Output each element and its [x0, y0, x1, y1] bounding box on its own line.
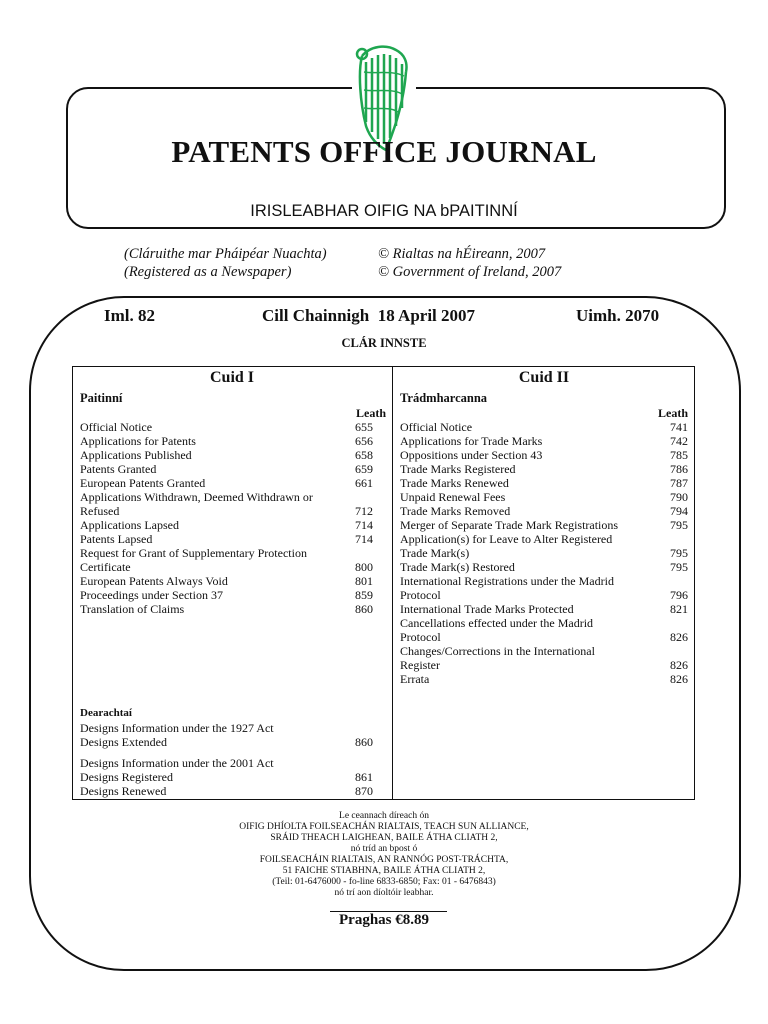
toc-entry-page: 795 [670, 518, 688, 532]
toc-row [80, 448, 380, 462]
toc-entry-label: European Patents Always Void [80, 574, 228, 588]
part2-page-label: Leath [658, 406, 688, 420]
footer-line: FOILSEACHÁIN RIALTAIS, AN RANNÓG POST-TRÁCHTA, [259, 855, 509, 865]
toc-entry-label: Official Notice [80, 420, 153, 434]
toc-row [80, 490, 380, 504]
part2-list [400, 420, 690, 686]
toc-entry-label: Applications for Trade Marks [400, 434, 543, 448]
toc-entry-label: Application(s) for Leave to Alter Registered [400, 532, 613, 546]
toc-row [400, 490, 690, 504]
footer-line: 51 FAICHE STIABHNA, BAILE ÁTHA CLIATH 2, [282, 866, 486, 876]
toc-entry-page: 826 [670, 658, 688, 672]
registration-irish: (Cláruithe mar Pháipéar Nuachta) [124, 246, 327, 262]
toc-row [400, 602, 690, 616]
toc-row [400, 574, 690, 588]
toc-row [80, 588, 380, 602]
toc-entry-page: 712 [355, 504, 373, 518]
designs-2001-heading: Designs Information under the 2001 Act [80, 756, 274, 770]
issue-place-date: Cill Chainnigh 18 April 2007 [258, 306, 479, 326]
toc-entry-label: Request for Grant of Supplementary Protection [80, 546, 307, 560]
toc-entry-label: Trade Mark(s) [400, 546, 470, 560]
column-divider [392, 366, 393, 800]
toc-row [400, 462, 690, 476]
toc-entry-label: Cancellations effected under the Madrid [400, 616, 594, 630]
toc-row [400, 518, 690, 532]
toc-entry-page: 859 [355, 588, 373, 602]
toc-entry-page: 741 [670, 420, 688, 434]
toc-entry-page: 801 [355, 574, 373, 588]
journal-title: PATENTS OFFICE JOURNAL [171, 134, 597, 169]
toc-entry-page: 800 [355, 560, 373, 574]
price: Praghas €8.89 [339, 912, 429, 928]
designs-registered-page: 861 [355, 770, 373, 784]
designs-renewed-label: Designs Renewed [80, 784, 167, 798]
toc-entry-page: 656 [355, 434, 373, 448]
footer-line: Le ceannach díreach ón [339, 811, 429, 821]
part1-section-heading: Paitinní [80, 391, 123, 405]
registration-english: (Registered as a Newspaper) [124, 264, 292, 280]
toc-entry-page: 821 [670, 602, 688, 616]
journal-subtitle: IRISLEABHAR OIFIG NA bPAITINNÍ [250, 202, 518, 220]
toc-row [400, 588, 690, 602]
toc-entry-label: Trade Marks Renewed [400, 476, 509, 490]
toc-row [80, 532, 380, 546]
toc-entry-label: Protocol [400, 630, 441, 644]
toc-row [400, 630, 690, 644]
toc-row [400, 434, 690, 448]
toc-entry-label: Applications Lapsed [80, 518, 179, 532]
copyright-irish: © Rialtas na hÉireann, 2007 [378, 246, 546, 262]
toc-row [400, 448, 690, 462]
designs-extended-page: 860 [355, 735, 373, 749]
toc-row [80, 560, 380, 574]
part2-title: Cuid II [518, 369, 570, 386]
toc-entry-label: International Registrations under the Madrid [400, 574, 614, 588]
issue-number: Uimh. 2070 [572, 306, 663, 326]
toc-entry-page: 714 [355, 518, 373, 532]
toc-row [400, 644, 690, 658]
toc-entry-page: 826 [670, 672, 688, 686]
toc-entry-label: Applications Published [80, 448, 192, 462]
toc-row [400, 420, 690, 434]
toc-row [400, 546, 690, 560]
toc-entry-label: Patents Lapsed [80, 532, 153, 546]
toc-entry-label: International Trade Marks Protected [400, 602, 574, 616]
volume-number: Iml. 82 [100, 306, 159, 326]
copyright-english: © Government of Ireland, 2007 [378, 264, 562, 280]
toc-row [80, 546, 380, 560]
toc-entry-label: Trade Marks Removed [400, 504, 511, 518]
toc-row [400, 476, 690, 490]
toc-entry-page: 661 [355, 476, 373, 490]
toc-entry-page: 655 [355, 420, 373, 434]
footer-address [0, 811, 768, 899]
toc-row [400, 616, 690, 630]
designs-extended-label: Designs Extended [80, 735, 167, 749]
part2-section-heading: Trádmharcanna [400, 391, 488, 405]
toc-entry-label: Oppositions under Section 43 [400, 448, 543, 462]
footer-line: nó trí aon díoltóir leabhar. [334, 888, 434, 898]
toc-entry-label: Unpaid Renewal Fees [400, 490, 506, 504]
part1-page-label: Leath [356, 406, 386, 420]
toc-entry-label: Changes/Corrections in the International [400, 644, 595, 658]
toc-row [80, 462, 380, 476]
toc-entry-label: Official Notice [400, 420, 473, 434]
toc-row [80, 420, 380, 434]
part1-list [80, 420, 380, 616]
toc-row [80, 434, 380, 448]
toc-entry-page: 787 [670, 476, 688, 490]
toc-entry-label: Merger of Separate Trade Mark Registrations [400, 518, 619, 532]
toc-row [400, 504, 690, 518]
toc-entry-label: European Patents Granted [80, 476, 206, 490]
toc-entry-page: 786 [670, 462, 688, 476]
footer-line: OIFIG DHÍOLTA FOILSEACHÁN RIALTAIS, TEACH SUN ALLIANCE, [239, 822, 529, 832]
footer-line: SRÁID THEACH LAIGHEAN, BAILE ÁTHA CLIATH 2, [270, 833, 498, 843]
toc-row [80, 518, 380, 532]
toc-entry-label: Applications for Patents [80, 434, 196, 448]
toc-entry-page: 658 [355, 448, 373, 462]
footer-line: (Teil: 01-6476000 - fo-line 6833-6850; Fax: 01 - 6476843) [272, 877, 496, 887]
footer-line: nó tríd an bpost ó [350, 844, 418, 854]
toc-entry-page: 794 [670, 504, 688, 518]
toc-entry-label: Trade Marks Registered [400, 462, 516, 476]
contents-heading: CLÁR INNSTE [341, 336, 427, 350]
toc-row [80, 504, 380, 518]
toc-entry-page: 742 [670, 434, 688, 448]
toc-row [400, 532, 690, 546]
toc-entry-page: 860 [355, 602, 373, 616]
toc-entry-label: Patents Granted [80, 462, 157, 476]
designs-heading: Dearachtaí [80, 707, 132, 719]
toc-entry-label: Register [400, 658, 440, 672]
toc-entry-label: Errata [400, 672, 430, 686]
toc-entry-label: Translation of Claims [80, 602, 185, 616]
toc-entry-label: Refused [80, 504, 120, 518]
toc-entry-page: 659 [355, 462, 373, 476]
toc-row [80, 574, 380, 588]
toc-entry-page: 795 [670, 560, 688, 574]
toc-row [80, 476, 380, 490]
designs-registered-label: Designs Registered [80, 770, 173, 784]
toc-entry-label: Trade Mark(s) Restored [400, 560, 515, 574]
toc-entry-label: Applications Withdrawn, Deemed Withdrawn or [80, 490, 313, 504]
toc-row [80, 602, 380, 616]
toc-row [400, 672, 690, 686]
toc-entry-page: 796 [670, 588, 688, 602]
toc-entry-page: 795 [670, 546, 688, 560]
toc-entry-page: 714 [355, 532, 373, 546]
toc-entry-page: 785 [670, 448, 688, 462]
part1-title: Cuid I [209, 369, 255, 386]
toc-entry-label: Proceedings under Section 37 [80, 588, 223, 602]
toc-entry-label: Certificate [80, 560, 131, 574]
toc-entry-page: 826 [670, 630, 688, 644]
designs-1927-heading: Designs Information under the 1927 Act [80, 721, 274, 735]
designs-renewed-page: 870 [355, 784, 373, 798]
toc-row [400, 560, 690, 574]
toc-entry-page: 790 [670, 490, 688, 504]
toc-entry-label: Protocol [400, 588, 441, 602]
toc-row [400, 658, 690, 672]
